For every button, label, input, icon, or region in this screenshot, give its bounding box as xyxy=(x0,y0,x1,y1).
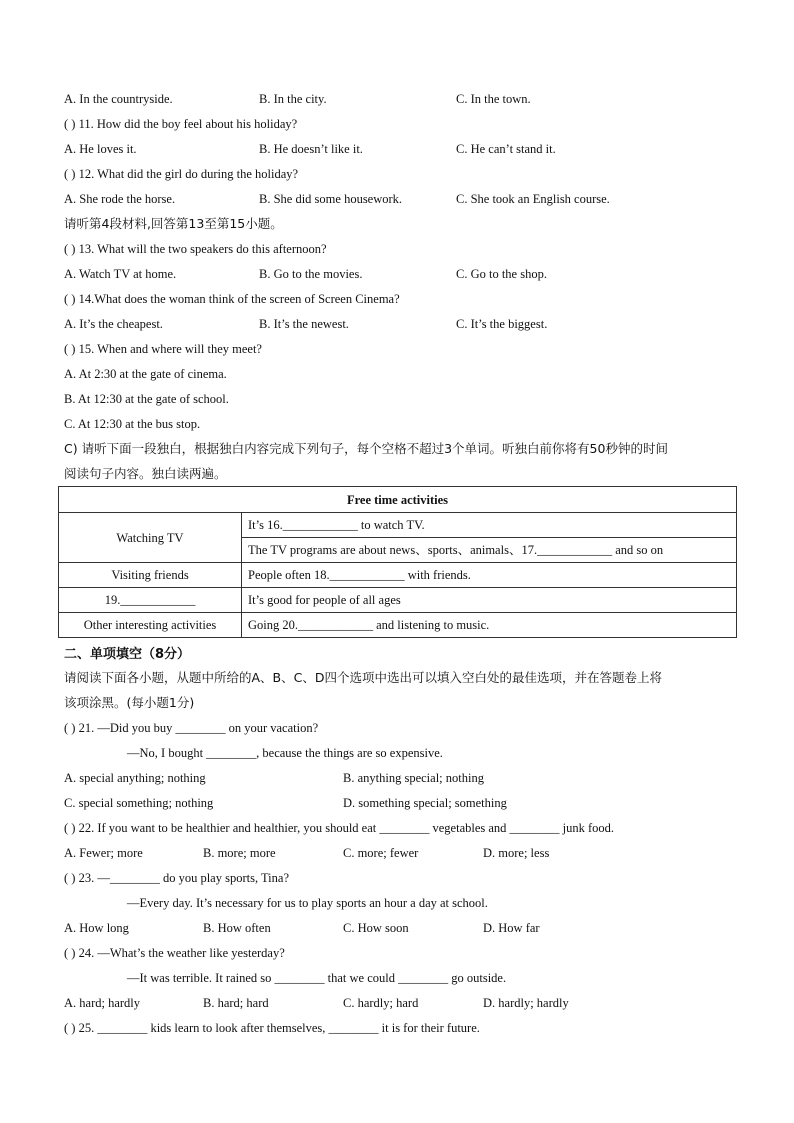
q13-option-c[interactable]: C. Go to the shop. xyxy=(456,267,547,281)
free-time-activities-table xyxy=(58,486,737,638)
q11-stem: ( ) 11. How did the boy feel about his holiday? xyxy=(64,117,298,131)
q24-option-b[interactable]: B. hard; hard xyxy=(203,996,269,1010)
q23-option-a[interactable]: A. How long xyxy=(64,921,129,935)
q24-stem: ( ) 24. —What’s the weather like yesterday? xyxy=(64,946,285,960)
table-row xyxy=(59,563,737,588)
q24-option-c[interactable]: C. hardly; hard xyxy=(343,996,419,1010)
q23-option-d[interactable]: D. How far xyxy=(483,921,540,935)
q15-option-c[interactable]: C. At 12:30 at the bus stop. xyxy=(64,417,201,431)
table-cell-q17[interactable]: The TV programs are about news、sports、animals、17.____________ and so on xyxy=(242,538,737,563)
q11-option-b[interactable]: B. He doesn’t like it. xyxy=(259,142,363,156)
q14-option-c[interactable]: C. It’s the biggest. xyxy=(456,317,548,331)
table-cell-q16[interactable]: It’s 16.____________ to watch TV. xyxy=(242,513,737,538)
section2-instruction-line1: 请阅读下面各小题，从题中所给的A、B、C、D四个选项中选出可以填入空白处的最佳选项，并在答题卷上将 xyxy=(64,670,662,685)
table-cell-q18[interactable]: People often 18.____________ with friends. xyxy=(242,563,737,588)
q22-option-b[interactable]: B. more; more xyxy=(203,846,276,860)
q21-option-d[interactable]: D. something special; something xyxy=(343,796,507,810)
q10-option-c[interactable]: C. In the town. xyxy=(456,92,531,106)
q12-option-a[interactable]: A. She rode the horse. xyxy=(64,192,176,206)
q13-option-a[interactable]: A. Watch TV at home. xyxy=(64,267,177,281)
table-cell-all-ages: It’s good for people of all ages xyxy=(242,588,737,613)
q22-option-d[interactable]: D. more; less xyxy=(483,846,550,860)
table-cell-q20[interactable]: Going 20.____________ and listening to music. xyxy=(242,613,737,638)
q21-option-a[interactable]: A. special anything; nothing xyxy=(64,771,206,785)
q24-option-d[interactable]: D. hardly; hardly xyxy=(483,996,569,1010)
q22-stem: ( ) 22. If you want to be healthier and healthier, you should eat ________ vegetables and ________ junk food. xyxy=(64,821,615,835)
q15-stem: ( ) 15. When and where will they meet? xyxy=(64,342,262,356)
q25-stem: ( ) 25. ________ kids learn to look after themselves, ________ it is for their future. xyxy=(64,1021,480,1035)
q10-option-b[interactable]: B. In the city. xyxy=(259,92,327,106)
table-row xyxy=(59,588,737,613)
table-cell-visiting-friends: Visiting friends xyxy=(59,563,242,588)
table-title: Free time activities xyxy=(59,487,737,513)
table-row xyxy=(59,513,737,538)
q12-option-c[interactable]: C. She took an English course. xyxy=(456,192,610,206)
q14-option-b[interactable]: B. It’s the newest. xyxy=(259,317,349,331)
table-row xyxy=(59,613,737,638)
q23-option-b[interactable]: B. How often xyxy=(203,921,271,935)
q15-option-b[interactable]: B. At 12:30 at the gate of school. xyxy=(64,392,229,406)
q22-option-c[interactable]: C. more; fewer xyxy=(343,846,419,860)
q21-option-b[interactable]: B. anything special; nothing xyxy=(343,771,484,785)
q22-option-a[interactable]: A. Fewer; more xyxy=(64,846,143,860)
section2-instruction-line2: 该项涂黑。(每小题1分) xyxy=(64,695,195,710)
q23-option-c[interactable]: C. How soon xyxy=(343,921,409,935)
table-header-row xyxy=(59,487,737,513)
q21-reply: —No, I bought ________, because the things are so expensive. xyxy=(127,746,443,760)
q12-option-b[interactable]: B. She did some housework. xyxy=(259,192,403,206)
partc-instruction-line2: 阅读句子内容。独白读两遍。 xyxy=(64,466,227,481)
q14-stem: ( ) 14.What does the woman think of the screen of Screen Cinema? xyxy=(64,292,400,306)
table-cell-other-activities: Other interesting activities xyxy=(59,613,242,638)
q11-option-a[interactable]: A. He loves it. xyxy=(64,142,137,156)
table-cell-watching-tv: Watching TV xyxy=(59,513,242,563)
q11-option-c[interactable]: C. He can’t stand it. xyxy=(456,142,556,156)
q21-stem: ( ) 21. —Did you buy ________ on your vacation? xyxy=(64,721,319,735)
q10-option-a[interactable]: A. In the countryside. xyxy=(64,92,173,106)
q14-option-a[interactable]: A. It’s the cheapest. xyxy=(64,317,163,331)
q12-stem: ( ) 12. What did the girl do during the holiday? xyxy=(64,167,299,181)
q13-option-b[interactable]: B. Go to the movies. xyxy=(259,267,363,281)
partc-instruction-line1: C) 请听下面一段独白，根据独白内容完成下列句子，每个空格不超过3个单词。听独白前你将有50秒钟的时间 xyxy=(64,441,668,456)
q21-option-c[interactable]: C. special something; nothing xyxy=(64,796,214,810)
q15-option-a[interactable]: A. At 2:30 at the gate of cinema. xyxy=(64,367,227,381)
q23-stem: ( ) 23. —________ do you play sports, Tina? xyxy=(64,871,289,885)
q13-stem: ( ) 13. What will the two speakers do this afternoon? xyxy=(64,242,327,256)
part4-instruction: 请听第4段材料,回答第13至第15小题。 xyxy=(64,216,283,231)
section-title: 二、单项填空（8分） xyxy=(64,647,191,662)
table-cell-q19[interactable]: 19.____________ xyxy=(59,588,242,613)
q24-option-a[interactable]: A. hard; hardly xyxy=(64,996,141,1010)
q24-reply: —It was terrible. It rained so ________ that we could ________ go outside. xyxy=(127,971,507,985)
q23-reply: —Every day. It’s necessary for us to play sports an hour a day at school. xyxy=(127,896,488,910)
